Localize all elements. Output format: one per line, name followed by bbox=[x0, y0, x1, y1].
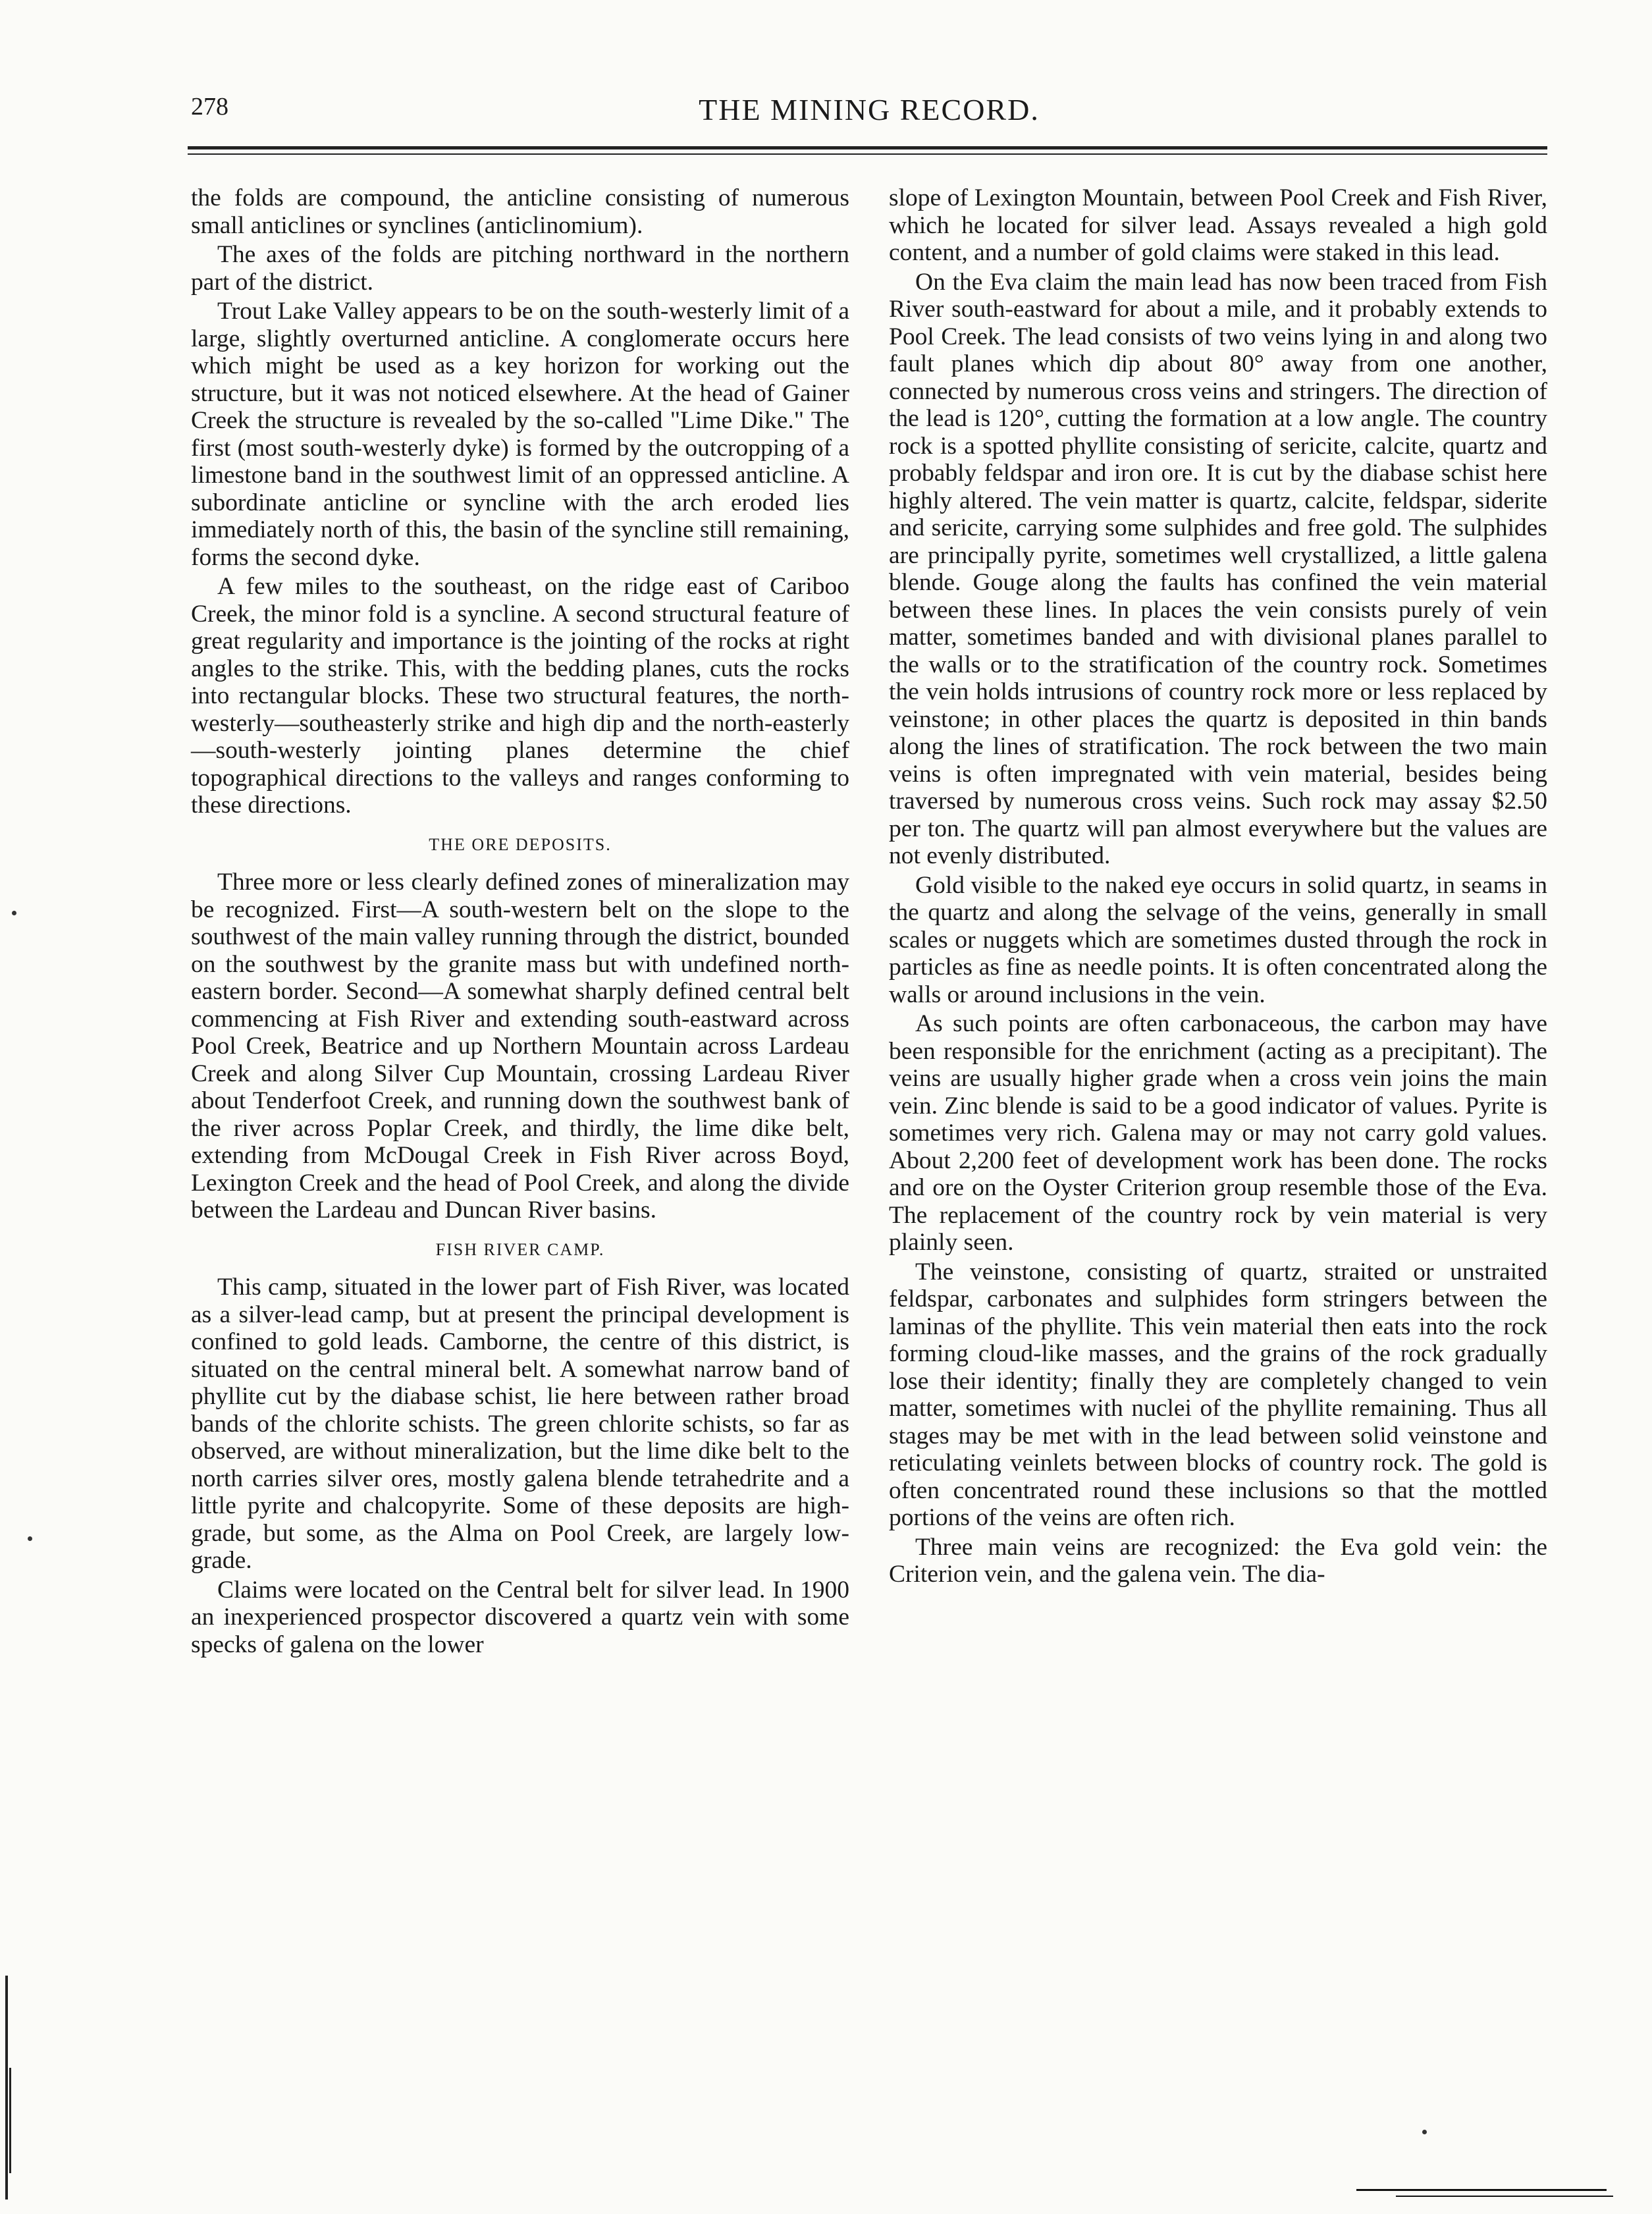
margin-binding-mark bbox=[9, 2068, 11, 2173]
page-header bbox=[191, 92, 1547, 145]
paragraph: This camp, situated in the lower part of Fish River, was located as a silver-lead camp, but at present the principal development is confined to gold leads. Camborne, the centre of this district, is situated on the central mineral belt. A somewhat narrow band of phyllite cut by the diabase schist, lie here between rather broad bands of the chlorite schists. The green chlorite schists, so far as observed, are without mineralization, but the lime dike belt to the north carries silver ores, mostly galena blende tetrahedrite and a little pyrite and chalcopyrite. Some of these deposits are high-grade, but some, as the Alma on Pool Creek, are largely low-grade. bbox=[191, 1274, 849, 1574]
paragraph: The veinstone, consisting of quartz, straited or unstraited feldspar, carbonates and sulphides form stringers between the laminas of the phyllite. This vein material then eats into the rock forming cloud-like masses, and the grains of the rock gradually lose their identity; finally they are completely changed to vein matter, sometimes with nuclei of the phyllite remaining. Thus all stages may be met with in the lead between solid veinstone and reticulating veinlets between blocks of country rock. The gold is often concentrated round these inclusions so that the mottled portions of the veins are often rich. bbox=[889, 1258, 1547, 1531]
paragraph: A few miles to the southeast, on the ridge east of Cariboo Creek, the minor fold is a syncline. A second structural feature of great regularity and importance is the jointing of the rocks at right angles to the strike. This, with the bedding planes, cuts the rocks into rectangular blocks. These two structural features, the north-westerly—southeasterly strike and high dip and the north-easterly—south-westerly jointing planes determine the chief topographical directions to the valleys and ranges conforming to these directions. bbox=[191, 573, 849, 819]
left-column bbox=[191, 184, 849, 1660]
corner-scan-line bbox=[1396, 2196, 1613, 2197]
scan-speck bbox=[12, 911, 16, 915]
paragraph: the folds are compound, the anticline consisting of numerous small anticlines or synclines (anticlinomium). bbox=[191, 184, 849, 239]
paragraph: Three main veins are recognized: the Eva gold vein: the Criterion vein, and the galena vein. The dia- bbox=[889, 1533, 1547, 1588]
paragraph: On the Eva claim the main lead has now been traced from Fish River south-eastward for about a mile, and it probably extends to Pool Creek. The lead consists of two veins lying in and along two fault planes which dip about 80° away from one another, connected by numerous cross veins and stringers. The direction of the lead is 120°, cutting the formation at a low angle. The country rock is a spotted phyllite consisting of sericite, calcite, quartz and probably feldspar and iron ore. It is cut by the diabase schist here highly altered. The vein matter is quartz, calcite, feldspar, siderite and sericite, carrying some sulphides and free gold. The sulphides are principally pyrite, sometimes well crystallized, a little galena blende. Gouge along the faults has confined the vein material between these lines. In places the vein consists purely of vein matter, sometimes banded and with divisional planes parallel to the walls or to the stratification of the country rock. Sometimes the vein holds intrusions of country rock more or less replaced by veinstone; in other places the quartz is deposited in thin bands along the lines of stratification. The rock between the two main veins is often impregnated with vein material, besides being traversed by numerous cross veins. Such rock may assay $2.50 per ton. The quartz will pan almost everywhere but the values are not evenly distributed. bbox=[889, 268, 1547, 869]
margin-binding-mark bbox=[5, 1976, 8, 2200]
paragraph: Trout Lake Valley appears to be on the south-westerly limit of a large, slightly overturned anticline. A conglomerate occurs here which might be used as a key horizon for working out the structure, but it was not noticed elsewhere. At the head of Gainer Creek the structure is revealed by the so-called "Lime Dike." The first (most south-westerly dyke) is formed by the outcropping of a limestone band in the southwest limit of an oppressed anticline. A subordinate anticline or syncline with the arch eroded lies immediately north of this, the basin of the syncline still remaining, forms the second dyke. bbox=[191, 298, 849, 571]
right-column bbox=[889, 184, 1547, 1590]
header-rule-thin bbox=[188, 153, 1547, 155]
paragraph: As such points are often carbonaceous, the carbon may have been responsible for the enrichment (acting as a precipitant). The veins are usually higher grade when a cross vein joins the main vein. Zinc blende is said to be a good indicator of values. Pyrite is sometimes very rich. Galena may or may not carry gold values. About 2,200 feet of development work has been done. The rocks and ore on the Oyster Criterion group resemble those of the Eva. The replacement of the country rock by vein material is very plainly seen. bbox=[889, 1010, 1547, 1256]
paragraph: The axes of the folds are pitching northward in the northern part of the district. bbox=[191, 241, 849, 296]
paragraph: Claims were located on the Central belt for silver lead. In 1900 an inexperienced prospector discovered a quartz vein with some specks of galena on the lower bbox=[191, 1576, 849, 1658]
section-heading-ore-deposits: THE ORE DEPOSITS. bbox=[429, 834, 612, 854]
header-rule-thick bbox=[188, 146, 1547, 149]
scan-speck bbox=[28, 1536, 32, 1541]
scan-speck bbox=[1422, 2130, 1427, 2134]
paragraph: Gold visible to the naked eye occurs in solid quartz, in seams in the quartz and along the selvage of the veins, generally in small scales or nuggets which are sometimes dusted through the rock in particles as fine as needle points. It is often concentrated along the walls or around inclusions in the vein. bbox=[889, 871, 1547, 1008]
section-heading-fish-river-camp: FISH RIVER CAMP. bbox=[435, 1239, 605, 1259]
paragraph: Three more or less clearly defined zones of mineralization may be recognized. First—A south-western belt on the slope to the southwest of the main valley running through the district, bounded on the southwest by the granite mass but with undefined north-eastern border. Second—A somewhat sharply defined central belt commencing at Fish River and extending south-eastward across Pool Creek, Beatrice and up Northern Mountain across Lardeau Creek and along Silver Cup Mountain, crossing Lardeau River about Tenderfoot Creek, and running down the southwest bank of the river across Poplar Creek, and thirdly, the lime dike belt, extending from McDougal Creek in Fish River across Boyd, Lexington Creek and the head of Pool Creek, and along the divide between the Lardeau and Duncan River basins. bbox=[191, 869, 849, 1224]
corner-scan-line bbox=[1356, 2189, 1607, 2191]
running-title: THE MINING RECORD. bbox=[699, 93, 1040, 126]
page-number: 278 bbox=[191, 93, 228, 121]
paragraph: slope of Lexington Mountain, between Pool Creek and Fish River, which he located for silver lead. Assays revealed a high gold content, and a number of gold claims were staked in this lead. bbox=[889, 184, 1547, 266]
